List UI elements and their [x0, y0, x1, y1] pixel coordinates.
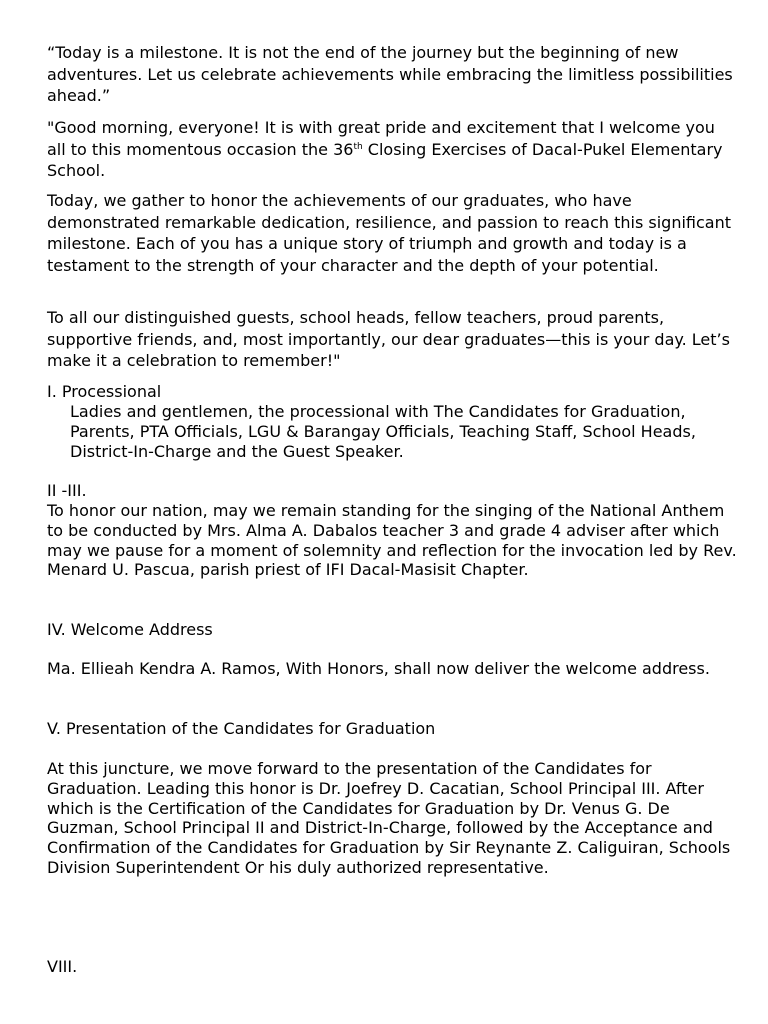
section-welcome-heading: IV. Welcome Address	[47, 620, 213, 639]
greeting-paragraph	[47, 117, 737, 182]
opening-quote-paragraph: “Today is a milestone. It is not the end of the journey but the beginning of new adventures. Let us celebrate achievements while embracing the limitless possibilities ahead.”	[47, 43, 733, 105]
section-anthem-heading: II -III.	[47, 481, 87, 500]
section-presentation-text: At this juncture, we move forward to the presentation of the Candidates for Graduation. Leading this honor is Dr. Joefrey D. Cacatian, School Principal III. After which is the Certification of the Candidates for Graduation by Dr. Venus G. De Guzman, School Principal II and District-In-Charge, followed by the Acceptance and Confirmation of the Candidates for Graduation by Sir Reynante Z. Caliguiran, Schools Division Superintendent Or his duly authorized representative.	[47, 759, 731, 877]
section-processional-heading: I. Processional	[47, 382, 162, 401]
guests-paragraph: To all our distinguished guests, school heads, fellow teachers, proud parents, supportive friends, and, most importantly, our dear graduates—this is your day. Let’s make it a celebration to remember!"	[47, 308, 730, 370]
section-viii-heading: VIII.	[47, 957, 78, 976]
section-processional-text: Ladies and gentlemen, the processional with The Candidates for Graduation, Parents, PTA Officials, LGU & Barangay Officials, Teaching Staff, School Heads, District-In-Charge and the Guest Speaker.	[70, 402, 696, 461]
greeting-text: "Good morning, everyone! It is with great pride and excitement that I welcome you all to this momentous occasion the 36	[47, 118, 715, 159]
greeting-text-end: Closing Exercises of Dacal-Pukel Elementary School.	[47, 139, 723, 180]
ordinal-suffix: th	[353, 141, 363, 152]
section-anthem-text: To honor our nation, may we remain standing for the singing of the National Anthem to be conducted by Mrs. Alma A. Dabalos teacher 3 and grade 4 adviser after which may we pause for a moment of solemnity and reflection for the invocation led by Rev. Menard U. Pascua, parish priest of IFI Dacal-Masisit Chapter.	[47, 501, 737, 580]
honor-graduates-paragraph: Today, we gather to honor the achievements of our graduates, who have demonstrated remarkable dedication, resilience, and passion to reach this significant milestone. Each of you has a unique story of triumph and growth and today is a testament to the strength of your character and the depth of your potential.	[47, 191, 732, 275]
section-presentation-heading: V. Presentation of the Candidates for Graduation	[47, 719, 436, 738]
section-welcome-text: Ma. Ellieah Kendra A. Ramos, With Honors, shall now deliver the welcome address.	[47, 659, 710, 678]
